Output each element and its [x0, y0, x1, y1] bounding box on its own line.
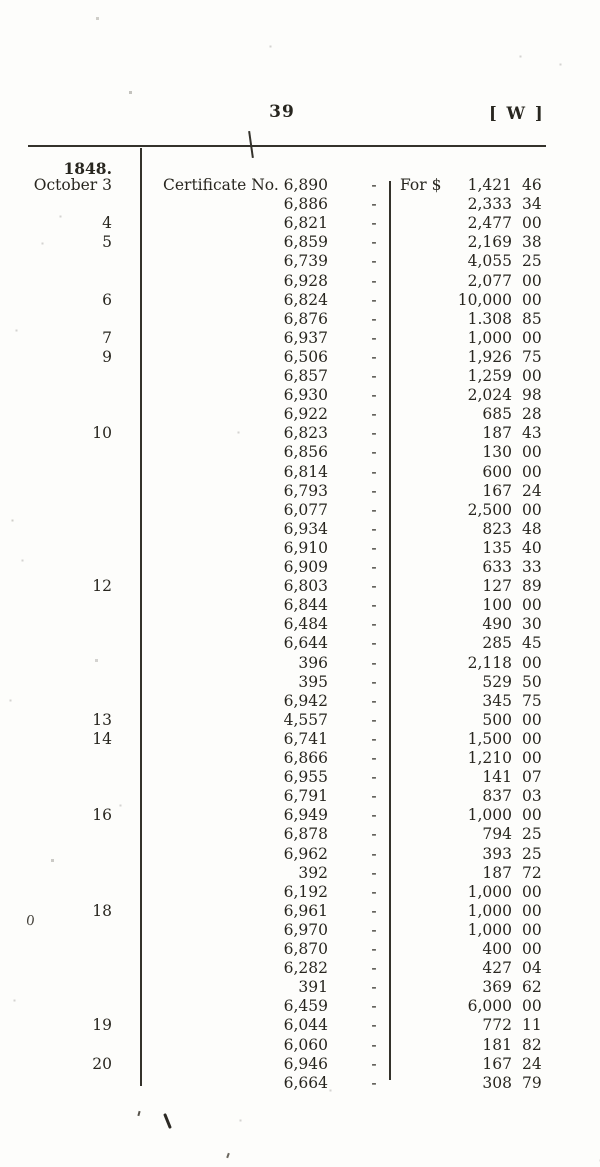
dash-separator: - [371, 290, 377, 309]
amount-cents-cell: 11 [522, 1016, 542, 1035]
ledger-row [0, 291, 600, 310]
dash-separator: - [371, 195, 377, 214]
ledger-row [0, 787, 600, 806]
dash-separator: - [371, 787, 377, 806]
amount-cents-cell: 46 [522, 176, 542, 194]
amount-cents-cell: 45 [522, 634, 542, 653]
date-cell: October 3 [33, 176, 112, 194]
ledger-row [0, 310, 600, 329]
ledger-row [0, 252, 600, 271]
dash-separator: - [371, 500, 377, 519]
certificate-number-cell: 6,859 [283, 233, 328, 252]
dash-separator: - [371, 653, 377, 672]
ledger-row [0, 711, 600, 730]
ledger-rows [0, 176, 600, 1096]
certificate-number-cell: 4,557 [283, 710, 328, 729]
ledger-row [0, 692, 600, 711]
amount-dollars-cell: 2,333 [467, 195, 512, 214]
certificate-number-cell: 6,934 [283, 519, 328, 538]
amount-dollars-cell: 10,000 [457, 290, 512, 309]
ledger-row [0, 577, 600, 596]
ink-slash-mark [163, 1113, 172, 1129]
amount-cents-cell: 25 [522, 844, 542, 863]
amount-cents-cell: 00 [522, 729, 542, 748]
dash-separator: - [371, 1035, 377, 1054]
amount-dollars-cell: 633 [482, 558, 512, 576]
ledger-row [0, 1055, 600, 1074]
ledger-row [0, 825, 600, 844]
amount-cents-cell: 30 [522, 615, 542, 634]
amount-dollars-cell: 772 [482, 1016, 512, 1035]
page-number: 39 [269, 102, 295, 122]
dash-separator: - [371, 233, 377, 252]
amount-dollars-cell: 100 [482, 596, 512, 615]
amount-dollars-cell: 308 [482, 1073, 512, 1092]
ledger-row [0, 520, 600, 539]
ledger-row [0, 883, 600, 902]
amount-cents-cell: 00 [522, 653, 542, 672]
amount-cents-cell: 00 [522, 997, 542, 1016]
dash-separator: - [371, 271, 377, 290]
dash-separator: - [371, 691, 377, 710]
dash-separator: - [371, 768, 377, 787]
certificate-number-cell: 6,821 [283, 214, 328, 233]
certificate-number-cell: 6,077 [283, 500, 328, 519]
dash-separator: - [371, 710, 377, 729]
amount-cents-cell: 82 [522, 1035, 542, 1054]
date-cell: 14 [92, 729, 112, 748]
amount-cents-cell: 72 [522, 863, 542, 882]
ink-speck-mark [226, 1153, 230, 1158]
dash-separator: - [371, 978, 377, 997]
dash-separator: - [371, 844, 377, 863]
certificate-number-cell: 6,886 [283, 195, 328, 214]
amount-cents-cell: 24 [522, 481, 542, 500]
dash-separator: - [371, 558, 377, 576]
dash-separator: - [371, 729, 377, 748]
amount-cents-cell: 00 [522, 596, 542, 615]
certificate-number-cell: 6,823 [283, 424, 328, 443]
amount-dollars-cell: 1,926 [467, 347, 512, 366]
dash-separator: - [371, 538, 377, 557]
ledger-row [0, 233, 600, 252]
date-cell: 18 [92, 901, 112, 920]
amount-dollars-cell: 345 [482, 691, 512, 710]
certificate-number-cell: 392 [298, 863, 328, 882]
amount-dollars-cell: 130 [482, 443, 512, 462]
amount-cents-cell: 38 [522, 233, 542, 252]
ledger-row [0, 367, 600, 386]
ledger-row [0, 596, 600, 615]
dash-separator: - [371, 386, 377, 405]
certificate-number-cell: 6,962 [283, 844, 328, 863]
certificate-number-cell: 6,459 [283, 997, 328, 1016]
amount-cents-cell: 07 [522, 768, 542, 787]
amount-dollars-cell: 2,500 [467, 500, 512, 519]
ledger-row [0, 405, 600, 424]
ledger-row [0, 272, 600, 291]
date-cell: 5 [102, 233, 112, 252]
dash-separator: - [371, 309, 377, 328]
amount-cents-cell: 00 [522, 749, 542, 767]
certificate-number-cell: 6,946 [283, 1054, 328, 1073]
amount-dollars-cell: 369 [482, 978, 512, 997]
certificate-number-cell: 6,282 [283, 959, 328, 978]
dash-separator: - [371, 825, 377, 844]
certificate-number-cell: 6,741 [283, 729, 328, 748]
amount-cents-cell: 00 [522, 367, 542, 385]
dash-separator: - [371, 328, 377, 347]
amount-dollars-cell: 2,118 [467, 653, 512, 672]
ledger-row [0, 329, 600, 348]
dash-separator: - [371, 214, 377, 233]
amount-cents-cell: 50 [522, 672, 542, 691]
year-label: 1848. [63, 159, 112, 178]
amount-dollars-cell: 400 [482, 940, 512, 958]
ledger-row [0, 730, 600, 749]
dash-separator: - [371, 462, 377, 481]
amount-dollars-cell: 823 [482, 519, 512, 538]
amount-dollars-cell: 1,000 [467, 901, 512, 920]
certificate-number-cell: 395 [298, 672, 328, 691]
amount-dollars-cell: 2,477 [467, 214, 512, 233]
certificate-number-cell: 6,644 [283, 634, 328, 653]
ledger-row [0, 921, 600, 940]
dash-separator: - [371, 1016, 377, 1035]
amount-cents-cell: 00 [522, 710, 542, 729]
certificate-number-cell: 6,791 [283, 787, 328, 806]
certificate-number-cell: 6,942 [283, 691, 328, 710]
amount-cents-cell: 04 [522, 959, 542, 978]
dash-separator: - [371, 519, 377, 538]
ledger-row [0, 195, 600, 214]
dash-separator: - [371, 577, 377, 596]
date-cell: 6 [102, 290, 112, 309]
ledger-row [0, 768, 600, 787]
certificate-number-cell: 6,937 [283, 328, 328, 347]
amount-cents-cell: 85 [522, 309, 542, 328]
ledger-row [0, 615, 600, 634]
ledger-row [0, 845, 600, 864]
certificate-number-cell: 6,928 [283, 271, 328, 290]
amount-dollars-cell: 135 [482, 538, 512, 557]
ledger-row [0, 558, 600, 577]
amount-dollars-cell: 1,210 [467, 749, 512, 767]
ledger-row [0, 463, 600, 482]
ledger-row [0, 424, 600, 443]
certificate-number-cell: 6,506 [283, 347, 328, 366]
certificate-number-cell: 6,857 [283, 367, 328, 385]
certificate-number-cell: 6,866 [283, 749, 328, 767]
amount-cents-cell: 33 [522, 558, 542, 576]
ledger-row [0, 501, 600, 520]
amount-cents-cell: 00 [522, 271, 542, 290]
amount-dollars-cell: 837 [482, 787, 512, 806]
date-cell: 9 [102, 347, 112, 366]
certificate-no-label: Certificate No. [163, 176, 279, 194]
dash-separator: - [371, 749, 377, 767]
ledger-row [0, 348, 600, 367]
certificate-number-cell: 6,793 [283, 481, 328, 500]
amount-dollars-cell: 1,000 [467, 920, 512, 939]
amount-cents-cell: 00 [522, 806, 542, 825]
dash-separator: - [371, 481, 377, 500]
amount-dollars-cell: 1,000 [467, 882, 512, 901]
amount-dollars-cell: 427 [482, 959, 512, 978]
amount-dollars-cell: 2,169 [467, 233, 512, 252]
certificate-number-cell: 6,814 [283, 462, 328, 481]
amount-cents-cell: 28 [522, 405, 542, 424]
amount-cents-cell: 00 [522, 443, 542, 462]
certificate-number-cell: 6,844 [283, 596, 328, 615]
certificate-number-cell: 6,890 [283, 176, 328, 194]
amount-cents-cell: 25 [522, 252, 542, 271]
amount-dollars-cell: 1,000 [467, 328, 512, 347]
ledger-row [0, 386, 600, 405]
for-dollar-label: For $ [400, 176, 442, 194]
ledger-row [0, 1016, 600, 1035]
header-rule [28, 145, 546, 147]
amount-cents-cell: 98 [522, 386, 542, 405]
certificate-number-cell: 6,955 [283, 768, 328, 787]
ledger-row [0, 539, 600, 558]
certificate-number-cell: 6,949 [283, 806, 328, 825]
amount-cents-cell: 25 [522, 825, 542, 844]
ledger-row [0, 902, 600, 921]
amount-dollars-cell: 2,024 [467, 386, 512, 405]
certificate-number-cell: 6,856 [283, 443, 328, 462]
ledger-row [0, 482, 600, 501]
certificate-number-cell: 6,909 [283, 558, 328, 576]
dash-separator: - [371, 615, 377, 634]
amount-cents-cell: 43 [522, 424, 542, 443]
amount-dollars-cell: 600 [482, 462, 512, 481]
ledger-row [0, 1036, 600, 1055]
amount-cents-cell: 03 [522, 787, 542, 806]
ledger-row [0, 806, 600, 825]
amount-dollars-cell: 141 [482, 768, 512, 787]
amount-dollars-cell: 1,500 [467, 729, 512, 748]
certificate-number-cell: 6,044 [283, 1016, 328, 1035]
amount-cents-cell: 75 [522, 347, 542, 366]
ledger-row [0, 176, 600, 195]
certificate-number-cell: 6,824 [283, 290, 328, 309]
amount-cents-cell: 00 [522, 214, 542, 233]
amount-dollars-cell: 393 [482, 844, 512, 863]
date-cell: 16 [92, 806, 112, 825]
amount-dollars-cell: 490 [482, 615, 512, 634]
amount-dollars-cell: 187 [482, 424, 512, 443]
ledger-row [0, 959, 600, 978]
amount-cents-cell: 00 [522, 328, 542, 347]
certificate-number-cell: 6,910 [283, 538, 328, 557]
date-cell: 19 [92, 1016, 112, 1035]
amount-cents-cell: 62 [522, 978, 542, 997]
amount-cents-cell: 34 [522, 195, 542, 214]
certificate-number-cell: 6,060 [283, 1035, 328, 1054]
dash-separator: - [371, 405, 377, 424]
date-cell: 20 [92, 1054, 112, 1073]
ledger-row [0, 673, 600, 692]
amount-cents-cell: 79 [522, 1073, 542, 1092]
dash-separator: - [371, 634, 377, 653]
amount-dollars-cell: 167 [482, 1054, 512, 1073]
amount-cents-cell: 00 [522, 500, 542, 519]
certificate-number-cell: 6,876 [283, 309, 328, 328]
amount-dollars-cell: 529 [482, 672, 512, 691]
amount-cents-cell: 00 [522, 462, 542, 481]
dash-separator: - [371, 252, 377, 271]
ledger-row [0, 864, 600, 883]
date-cell: 12 [92, 577, 112, 596]
dash-separator: - [371, 596, 377, 615]
certificate-number-cell: 6,739 [283, 252, 328, 271]
ledger-row [0, 749, 600, 768]
ink-speck-mark [137, 1111, 140, 1116]
dash-separator: - [371, 176, 377, 194]
date-cell: 7 [102, 328, 112, 347]
dash-separator: - [371, 1073, 377, 1092]
ledger-row [0, 1074, 600, 1093]
amount-dollars-cell: 187 [482, 863, 512, 882]
certificate-number-cell: 6,922 [283, 405, 328, 424]
amount-cents-cell: 00 [522, 882, 542, 901]
amount-cents-cell: 00 [522, 920, 542, 939]
amount-dollars-cell: 6,000 [467, 997, 512, 1016]
certificate-number-cell: 6,192 [283, 882, 328, 901]
dash-separator: - [371, 940, 377, 958]
dash-separator: - [371, 806, 377, 825]
amount-dollars-cell: 500 [482, 710, 512, 729]
amount-cents-cell: 24 [522, 1054, 542, 1073]
dash-separator: - [371, 1054, 377, 1073]
certificate-number-cell: 6,803 [283, 577, 328, 596]
ledger-row [0, 214, 600, 233]
certificate-number-cell: 391 [298, 978, 328, 997]
amount-dollars-cell: 181 [482, 1035, 512, 1054]
amount-cents-cell: 00 [522, 290, 542, 309]
margin-artifact: 0 [24, 912, 36, 930]
dash-separator: - [371, 347, 377, 366]
ledger-row [0, 634, 600, 653]
scan-noise-specks [0, 0, 1, 1]
certificate-number-cell: 6,970 [283, 920, 328, 939]
amount-dollars-cell: 794 [482, 825, 512, 844]
dash-separator: - [371, 367, 377, 385]
dash-separator: - [371, 920, 377, 939]
date-cell: 4 [102, 214, 112, 233]
amount-cents-cell: 00 [522, 940, 542, 958]
dash-separator: - [371, 901, 377, 920]
dash-separator: - [371, 882, 377, 901]
amount-cents-cell: 00 [522, 901, 542, 920]
dash-separator: - [371, 863, 377, 882]
dash-separator: - [371, 424, 377, 443]
certificate-number-cell: 6,484 [283, 615, 328, 634]
amount-dollars-cell: 1,421 [467, 176, 512, 194]
amount-cents-cell: 40 [522, 538, 542, 557]
signature-mark: [ W ] [489, 104, 545, 123]
certificate-number-cell: 6,961 [283, 901, 328, 920]
date-cell: 10 [92, 424, 112, 443]
dash-separator: - [371, 997, 377, 1016]
certificate-number-cell: 6,878 [283, 825, 328, 844]
dash-separator: - [371, 672, 377, 691]
dash-separator: - [371, 959, 377, 978]
certificate-number-cell: 6,664 [283, 1073, 328, 1092]
amount-dollars-cell: 2,077 [467, 271, 512, 290]
ledger-row [0, 940, 600, 959]
certificate-number-cell: 6,870 [283, 940, 328, 958]
ledger-row [0, 654, 600, 673]
amount-dollars-cell: 285 [482, 634, 512, 653]
amount-cents-cell: 75 [522, 691, 542, 710]
amount-dollars-cell: 1.308 [467, 309, 512, 328]
certificate-number-cell: 396 [298, 653, 328, 672]
amount-dollars-cell: 1,000 [467, 806, 512, 825]
ledger-row [0, 997, 600, 1016]
date-cell: 13 [92, 710, 112, 729]
amount-dollars-cell: 685 [482, 405, 512, 424]
amount-dollars-cell: 4,055 [467, 252, 512, 271]
certificate-number-cell: 6,930 [283, 386, 328, 405]
amount-dollars-cell: 1,259 [467, 367, 512, 385]
amount-cents-cell: 89 [522, 577, 542, 596]
amount-dollars-cell: 127 [482, 577, 512, 596]
ledger-row [0, 978, 600, 997]
dash-separator: - [371, 443, 377, 462]
amount-dollars-cell: 167 [482, 481, 512, 500]
ledger-row [0, 443, 600, 462]
amount-cents-cell: 48 [522, 519, 542, 538]
